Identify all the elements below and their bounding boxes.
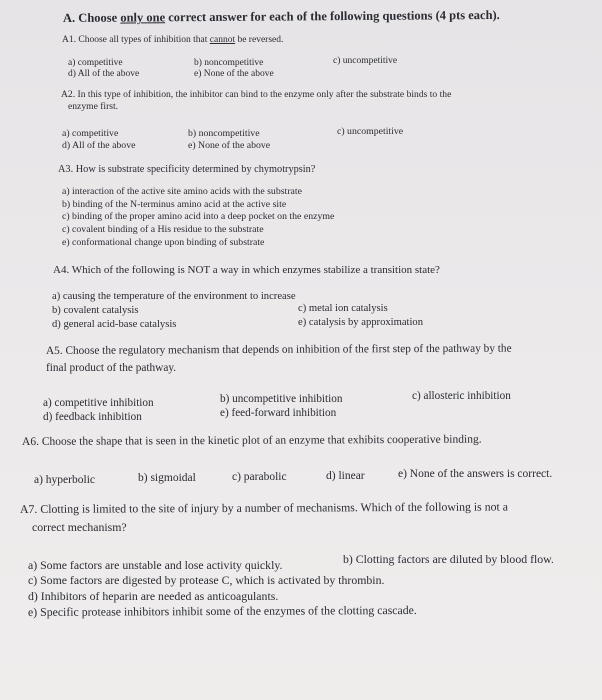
option-a1-b[interactable]: b) noncompetitive bbox=[194, 58, 264, 68]
option-a7-e[interactable]: e) Specific protease inhibitors inhibit some of the enzymes of the clotting cascade. bbox=[27, 602, 417, 619]
question-a5-prompt-line2: final product of the pathway. bbox=[46, 362, 177, 374]
option-a7-d[interactable]: d) Inhibitors of heparin are needed as anticoagulants. bbox=[28, 589, 279, 603]
question-a6-prompt: A6. Choose the shape that is seen in the kinetic plot of an enzyme that exhibits cooperative binding. bbox=[21, 433, 482, 448]
option-a6-a[interactable]: a) hyperbolic bbox=[34, 474, 95, 486]
question-a3-prompt: A3. How is substrate specificity determined by chymotrypsin? bbox=[58, 164, 316, 175]
option-a6-d[interactable]: d) linear bbox=[326, 470, 365, 482]
section-header bbox=[63, 8, 500, 25]
question-a4-prompt: A4. Which of the following is NOT a way in which enzymes stabilize a transition state? bbox=[53, 264, 440, 276]
option-a4-e[interactable]: e) catalysis by approximation bbox=[298, 317, 424, 328]
option-a1-a[interactable]: a) competitive bbox=[68, 58, 123, 68]
option-a2-c[interactable]: c) uncompetitive bbox=[337, 126, 404, 137]
option-a7-a[interactable]: a) Some factors are unstable and lose activity quickly. bbox=[28, 558, 283, 572]
option-a5-b[interactable]: b) uncompetitive inhibition bbox=[220, 393, 343, 405]
question-a1-prompt: A1. Choose all types of inhibition that cannot be reversed. bbox=[62, 35, 284, 45]
option-a4-c[interactable]: c) metal ion catalysis bbox=[298, 303, 388, 314]
option-a4-b[interactable]: b) covalent catalysis bbox=[52, 305, 139, 316]
option-a2-e[interactable]: e) None of the above bbox=[188, 140, 271, 151]
header-emphasis: only one bbox=[120, 10, 166, 25]
option-a5-a[interactable]: a) competitive inhibition bbox=[43, 397, 154, 409]
option-a2-b[interactable]: b) noncompetitive bbox=[188, 128, 260, 139]
option-a3-e[interactable]: e) conformational change upon binding of substrate bbox=[62, 237, 265, 248]
option-a6-e[interactable]: e) None of the answers is correct. bbox=[398, 468, 553, 480]
option-a6-b[interactable]: b) sigmoidal bbox=[138, 472, 196, 484]
option-a6-c[interactable]: c) parabolic bbox=[232, 471, 287, 483]
question-a2-prompt-line2: enzyme first. bbox=[68, 101, 119, 112]
question-a2-prompt-line1: A2. In this type of inhibition, the inhibitor can bind to the enzyme only after the substrate binds to the bbox=[61, 89, 452, 100]
option-a2-a[interactable]: a) competitive bbox=[62, 128, 119, 139]
question-a7-prompt-line2: correct mechanism? bbox=[32, 520, 127, 534]
option-a2-d[interactable]: d) All of the above bbox=[62, 140, 136, 151]
option-a1-e[interactable]: e) None of the above bbox=[194, 69, 274, 79]
question-a5-prompt-line1: A5. Choose the regulatory mechanism that depends on inhibition of the first step of the pathway by the bbox=[45, 342, 512, 357]
question-a7-prompt-line1: A7. Clotting is limited to the site of injury by a number of mechanisms. Which of the following is not a bbox=[19, 499, 509, 516]
option-a3-c2[interactable]: c) covalent binding of a His residue to the substrate bbox=[62, 224, 264, 235]
option-a1-d[interactable]: d) All of the above bbox=[68, 69, 140, 79]
option-a4-d[interactable]: d) general acid-base catalysis bbox=[52, 319, 177, 330]
option-a7-b[interactable]: b) Clotting factors are diluted by blood flow. bbox=[343, 552, 554, 566]
option-a3-c[interactable]: c) binding of the proper amino acid into a deep pocket on the enzyme bbox=[62, 211, 335, 222]
option-a1-c[interactable]: c) uncompetitive bbox=[333, 56, 398, 66]
option-a3-a[interactable]: a) interaction of the active site amino acids with the substrate bbox=[62, 186, 302, 197]
option-a4-a[interactable]: a) causing the temperature of the environment to increase bbox=[52, 291, 296, 302]
header-suffix: correct answer for each of the following questions (4 pts each). bbox=[165, 7, 500, 25]
option-a7-c[interactable]: c) Some factors are digested by protease C, which is activated by thrombin. bbox=[28, 573, 385, 587]
header-prefix: A. Choose bbox=[62, 10, 121, 25]
option-a3-b[interactable]: b) binding of the N-terminus amino acid at the active site bbox=[62, 199, 287, 210]
option-a5-c[interactable]: c) allosteric inhibition bbox=[412, 390, 511, 402]
option-a5-d[interactable]: d) feedback inhibition bbox=[43, 411, 142, 423]
question-a1-emphasis: cannot bbox=[209, 35, 236, 45]
option-a5-e[interactable]: e) feed-forward inhibition bbox=[220, 407, 337, 419]
